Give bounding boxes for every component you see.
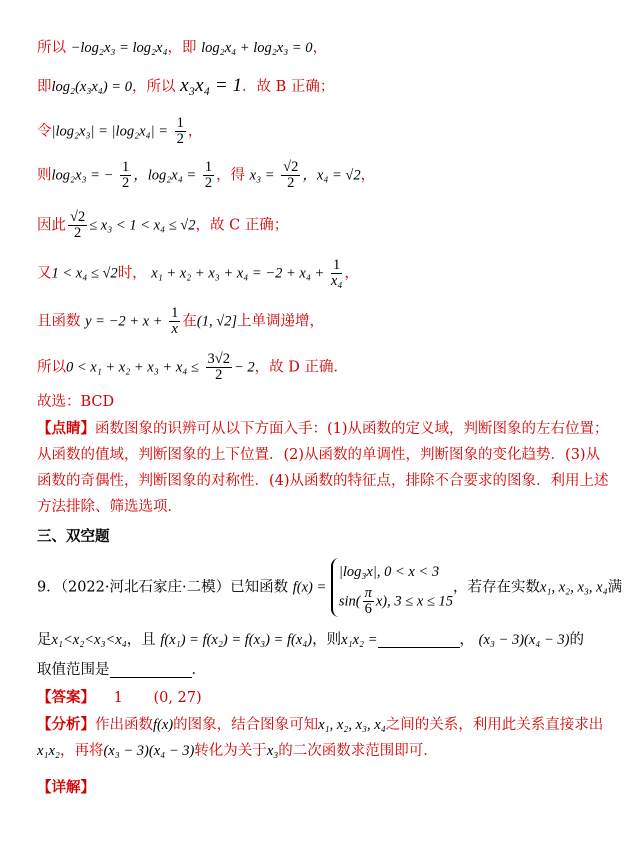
answer-blank-2[interactable] (110, 663, 192, 678)
piecewise-function (331, 558, 453, 617)
text: ，且 (126, 632, 156, 648)
text: ．故 B 正确； (241, 79, 335, 95)
equation: 0 < x₁ + x₂ + x₃ + x₄ ≤ (66, 359, 199, 376)
text: 因此 (37, 217, 66, 234)
solution-line-3 (37, 116, 202, 147)
fraction: $\frac{\pi}{6}$ (364, 585, 372, 617)
equation: f(x₁) = f(x₂) = f(x₃) = f(x₄) (160, 632, 313, 648)
equation: (x₃ − 3)(x₄ − 3) (478, 632, 570, 648)
note-label: 【点睛】 (37, 420, 95, 437)
text: 足 (37, 632, 52, 648)
equation: x₁ + x₂ + x₃ + x₄ = −2 + x₄ + (151, 265, 325, 282)
solution-line-5 (37, 210, 288, 241)
answer-value-1: 1 (113, 690, 123, 706)
text: ，即 (167, 40, 197, 56)
fraction: $\frac{1}{\text{x₄}}$ (330, 257, 343, 289)
fraction: $\frac{1}{2}$ (204, 159, 213, 191)
fraction: $\frac{1}{x}$ (171, 305, 179, 337)
answer-choice: 故选：BCD (37, 394, 115, 410)
equation: |log₂x₃| = |log₂x₄| = (51, 123, 168, 140)
problem-line-2: 足x₁<x₂<x₃<x₄，且 f(x₁) = f(x₂) = f(x₃) = f(x₄)，则x₁x₂ = ， (x₃ − 3)(x₄ − 3)的 (37, 632, 584, 648)
equation: ，x₄ = √2 (302, 167, 361, 184)
answer-line (37, 688, 202, 708)
text: 则 (37, 167, 52, 184)
equation: x₃ = (249, 167, 275, 184)
solution-line-2 (37, 76, 334, 97)
problem-source: （2022·河北石家庄·二模） (60, 579, 231, 596)
text: 且函数 (37, 313, 81, 330)
answer-blank-1[interactable] (378, 633, 460, 648)
equation: x₁<x₂<x₃<x₄ (51, 632, 127, 648)
text: 的 (569, 632, 584, 648)
equation: ≤ x₃ < 1 < x₄ ≤ √2 (89, 217, 196, 234)
case-1: |log₃x|, 0 < x < 3 (338, 564, 440, 580)
text: ， (344, 265, 359, 282)
solution-line-8 (37, 352, 348, 383)
solution-line-7 (37, 306, 324, 337)
text: 满 (607, 579, 623, 596)
equation: x₁, x₂, x₃, x₄ (540, 579, 608, 596)
answer-label: 【答案】 (37, 689, 95, 706)
text: ， (360, 167, 376, 184)
interval: (1, √2] (196, 313, 238, 330)
solution-line-1 (37, 38, 327, 58)
text: 已知函数 (230, 579, 289, 596)
equation: log₂x₄ + log₂x₃ = 0 (201, 40, 313, 56)
text: ，故 D 正确． (254, 359, 348, 376)
text: ，则 (312, 632, 342, 648)
problem-line-1 (37, 558, 622, 617)
text: ，故 C 正确； (195, 217, 289, 234)
text: ，若存在实数 (453, 579, 540, 596)
analysis-label: 【分析】 (37, 716, 95, 733)
equation: log₂(x₃x₄) = 0 (51, 79, 132, 95)
note-paragraph (37, 416, 609, 520)
equation: x₃x₄ = 1 (180, 75, 242, 96)
equation: ，log₂x₄ = (133, 167, 197, 184)
fraction: $\frac{3√2}{2}$ (207, 351, 230, 383)
answer-value-2: (0, 27) (153, 690, 202, 706)
fraction: $\frac{√2}{2}$ (70, 209, 86, 241)
detail-label: 【详解】 (37, 779, 95, 796)
text: 时， (117, 265, 147, 282)
equation: −log₂x₃ = log₂x₄ (70, 40, 168, 56)
equation: − 2 (233, 359, 255, 376)
text: 即 (37, 79, 52, 95)
text: 又 (37, 265, 52, 282)
text: 取值范围是 (37, 662, 110, 678)
note-text: 函数图象的识辨可从以下方面入手：(1)从函数的定义域，判断图象的左右位置；从函数的值域，判断图象的上下位置．(2)从函数的单调性，判断图象的变化趋势．(3)从函数的奇偶性，判断图象的对称性．(4)从函数的特征点，排除不合要求的图象．利用上述方法排除、筛选选项． (37, 421, 609, 515)
problem-number: 9． (37, 579, 61, 596)
equation: log₂x₃ = − (51, 167, 114, 184)
equation: y = −2 + x + (85, 313, 163, 330)
text: 令 (37, 123, 52, 140)
problem-line-3: 取值范围是 ． (37, 662, 206, 678)
text: 所以 (37, 40, 66, 56)
equation: f(x) = (292, 579, 327, 596)
fraction: $\frac{1}{2}$ (121, 159, 130, 191)
text: ， (312, 40, 328, 56)
fraction: $\frac{√2}{2}$ (283, 159, 299, 191)
case-2: sin( $\frac{\pi}{6}$ x), 3 ≤ x ≤ 15 (338, 585, 453, 617)
equation: 1 < x₄ ≤ √2 (51, 265, 118, 282)
section-title: 三、双空题 (37, 528, 110, 545)
text: 在 (182, 313, 197, 330)
text: ，得 (216, 167, 246, 184)
text: ， (187, 123, 203, 140)
solution-line-4 (37, 160, 375, 191)
text: 所以 (37, 359, 66, 376)
fraction: $\frac{1}{2}$ (176, 115, 184, 147)
solution-line-6 (37, 258, 359, 289)
text: ，所以 (131, 79, 176, 95)
analysis-paragraph: 【分析】作出函数f(x)的图象，结合图象可知x₁, x₂, x₃, x₄之间的关系，利用此关系直接求出 x₁x₂，再将(x₃ − 3)(x₄ − 3)转化为关于x₃的二次函数求范围即可． (37, 716, 604, 759)
text: 上单调递增， (237, 313, 325, 330)
equation: x₁x₂ = (341, 632, 378, 648)
